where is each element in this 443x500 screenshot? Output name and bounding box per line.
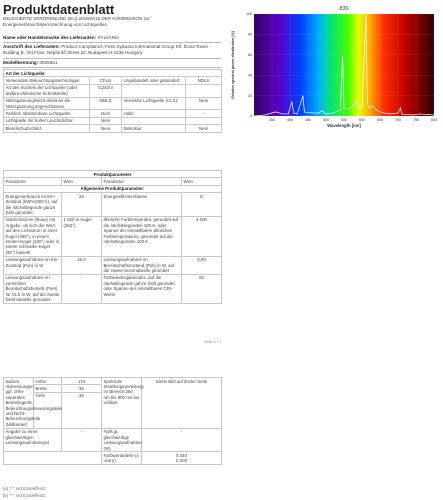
x-tick-label: 800 [431,118,437,122]
spectrum-data-point [275,112,276,113]
spectral-label: Spektrale Strahlungsverteilung im Bereich 250 nm bis 800 nm bei Volllast [102,378,142,429]
y-tick-label: 80 [248,32,252,37]
cell [186,117,222,124]
column-header: Parameter [102,178,182,185]
spectrum-data-point [318,113,319,114]
table-row [4,110,222,117]
spectrum-data-point [322,111,323,112]
spectrum-data-point [380,112,381,113]
cell: Nein [90,117,122,124]
x-tick-label: 350 [269,118,275,122]
table-row [4,274,222,303]
cell: Nein [90,125,122,132]
cell: - [62,428,102,452]
table-row [4,216,222,256]
page-title: Produktdatenblatt [3,2,115,17]
dimensions-table [3,377,222,465]
table-row [4,256,222,274]
spectrum-data-point [367,103,368,104]
dimensions-label: äußere Abmessungen, ggf. ohne separates Betriebsgerät, Beleuchtungssteuerungsteile und Nicht-Beleuchtungsteile (Millimeter) [5,378,62,427]
cell: Lichtquelle mit hoher Leuchtdichte: [4,117,90,124]
spectrum-data-point [326,114,327,115]
chromaticity-values [142,452,222,465]
y-tick-label: 60 [248,53,252,57]
table-row [4,378,222,385]
cell: 26 [62,193,102,217]
spectrum-chart [226,2,440,134]
spectrum-data-point [376,110,377,111]
footnote-b: (b) "-": nicht zutreffend; [3,493,46,498]
cell: Hülle: [122,110,186,117]
spectrum-data-point [288,114,289,115]
cell: 3 000 [182,216,222,256]
cell: Farblich abstimmbare Lichtquelle: [4,110,90,117]
spectrum-data-point [340,110,341,111]
model-line [3,60,221,66]
column-header: Parameter [4,178,62,185]
spectrum-data-point [297,114,298,115]
y-tick-label: 0 [250,114,252,119]
cell: - [142,428,222,452]
table-row [4,193,222,217]
cell: 35 [62,385,102,392]
spectrum-data-point [419,114,420,115]
spectrum-data-point [366,14,367,15]
table-header-row [4,178,222,185]
spectrum-data-point [264,115,265,116]
cell: Art des Sockels der Lichtquelle (oder andere elektrische Schnittstelle) [4,84,90,97]
spectrum-data-point [344,107,345,108]
table-row [4,77,222,84]
x-tick-label: 650 [377,118,383,122]
cell: Verwendete Beleuchtungstechnologie: [4,77,90,84]
table-row [4,125,222,132]
spectrum-data-point [254,116,255,117]
cell: 174 [62,378,102,385]
spectrum-data-point [372,105,373,106]
cell: Tiefe [34,392,62,428]
spectrum-data-point [333,113,334,114]
cell: 0,00 [182,256,222,274]
cell: 82 [182,274,222,303]
page-number: Seite 1 / 1 [204,340,222,344]
cell: Angabe zu einer gleichwertigen Leistungsaufnahme(a) [4,428,62,452]
supplier-address-label: Anschrift des Lieferanten: [3,44,60,49]
spectrum-data-point [434,115,435,116]
spectrum-data-point [342,54,343,55]
cell: Farbwiedergabeindex, auf die nächstliegende ganze Zahl gerundet, oder Spanne der einstellbaren CRI-Werte [102,274,182,303]
spectrum-data-point [383,113,384,114]
cell: Nein [90,110,122,117]
cell: NDLS [186,77,222,84]
table-row [4,97,222,110]
footnote-a: (a) "-": nicht zutreffend; [3,486,46,491]
cell: Netzspannung/Nicht direkt an die Netzspannung angeschlossen: [4,97,90,110]
x-tick-label: 600 [359,118,365,122]
supplier-name-line [3,35,221,41]
cell: 26,0 [62,256,102,274]
cell: Leistungsaufnahme im Bereitschaftszustand (Psb) in W, auf die zweite Dezimalstelle gerundet [102,256,182,274]
supplier-address-value: Product Compliance, Feilo Sylvania International Group Kft. Duna Tower - Building B, 3rd Floor, Népfürdő Street 22, Budapest H-1138 Hungary [3,44,211,55]
column-header: Wert [182,178,222,185]
spectrum-data-point [398,113,399,114]
cell: ähnliche Farbtemperatur, gerundet auf die nächstliegenden 100 K, oder Spanne der einstellbaren ähnlichen Farbtemperaturen, gerundet auf die nächstliegenden 100 K [102,216,182,256]
spectrum-data-point [311,113,312,114]
spectrum-data-point [282,114,283,115]
spectrum-data-point [356,99,357,100]
cell: Leistungsaufnahme im Ein-Zustand (Pon) in W [4,256,62,274]
cell: CFLni [90,77,122,84]
cell: - [62,274,102,303]
cell [4,452,102,465]
x-axis-label: Wavelength [nm] [327,123,361,128]
cell: G24d-3 [90,84,122,97]
spectrum-data-point [362,107,363,108]
table-row [4,452,222,465]
regulation-intro: DELEGIERTE VERORDNUNG (EU) 2019/2015 DER KOMMISSION zur Energieverbrauchskennzeichnung von Lichtquellen [3,16,150,27]
spectrum-data-point [353,105,354,106]
cell: Nein [186,125,222,132]
spectrum-data-point [412,115,413,116]
spectrum-data-point [400,107,401,108]
y-axis-label: Relative spectral power distribution [%] [231,31,235,99]
spectrum-data-point [401,114,402,115]
cell: 1 800 in Kugel (360°) [62,216,102,256]
model-label: Modellkennung: [3,60,39,65]
x-tick-label: 400 [287,118,293,122]
product-parameters-table [3,170,222,304]
chart-title: 830 [339,6,349,12]
column-header: Wert [62,178,102,185]
general-parameters-heading: Allgemeine Produktparameter: [4,185,222,192]
x-tick-label: 700 [395,118,401,122]
x-tick-label: 500 [323,118,329,122]
chromaticity-label: Farbwertanteile (x und y) [102,452,142,465]
cell: - [186,110,222,117]
supplier-address-line [3,44,221,55]
table-row [4,84,222,97]
cell: Vernetzte Lichtquelle (CLS): [122,97,186,110]
cell [122,84,186,97]
light-source-type-table [3,69,222,133]
model-value: 0025551 [39,60,58,65]
cell: G [182,193,222,217]
supplier-name-label: Name oder Handelsmarke des Lieferanten: [3,35,97,40]
chromaticity-x: 0,440 [176,452,187,458]
cell: Nein [186,97,222,110]
spectrum-data-point [347,110,348,111]
light-source-type-heading: Art der Lichtquelle: [4,70,222,77]
cell: Falls ja, gleichwertige Leistungsaufnahme (W) [103,429,142,451]
product-parameters-heading: Produktparameter [4,171,222,178]
spectrum-data-point [390,114,391,115]
table-row [4,428,222,452]
cell: Dimmbar: [122,125,186,132]
x-tick-label: 550 [341,118,347,122]
x-tick-label: 750 [413,118,419,122]
supplier-name-value: SYLVANIA [97,35,120,40]
spectrum-data-point [293,113,294,114]
spectrum-data-point [304,112,305,113]
cell [122,117,186,124]
cell: Energieverbrauch im Ein-Zustand (kWh/1000 h), auf die nächstliegende ganze Zahl gerundet [4,193,62,217]
spectrum-data-point [303,95,304,96]
chromaticity-y: 0,403 [176,458,187,464]
y-tick-label: 40 [248,73,252,78]
spectrum-data-point [369,107,370,108]
cell: Breite [34,385,62,392]
cell: Höhe [34,378,62,385]
cell: Leistungsaufnahme im vernetzten Bereitschaftsbetrieb (Pnet) für CLS in W, auf die zweite Dezimalstelle gerundet [4,274,62,303]
cell: NMLS [90,97,122,110]
spectral-value: Siehe Bild auf letzter Seite [142,378,222,429]
y-tick-label: 20 [248,93,252,98]
spectrum-data-point [291,101,292,102]
cell [186,84,222,97]
spectrum-data-point [354,103,355,104]
table-row [4,117,222,124]
cell: Energieeffizienzklasse [102,193,182,217]
cell: Blendschutzschild: [4,125,90,132]
cell: 35 [62,392,102,428]
spectrum-data-point [358,107,359,108]
x-tick-label: 450 [305,118,311,122]
y-tick-label: 100 [246,12,252,17]
cell: Ungebündelt oder gebündelt: [122,77,186,84]
cell: Nutzlichtstrom (Φuse) mit Angabe, ob sich der Wert auf den Lichtstrom in einer Kugel (360°), in einem breiten Kegel (120°) oder in einem schmalen Kegel (90°) bezieht [4,216,62,256]
